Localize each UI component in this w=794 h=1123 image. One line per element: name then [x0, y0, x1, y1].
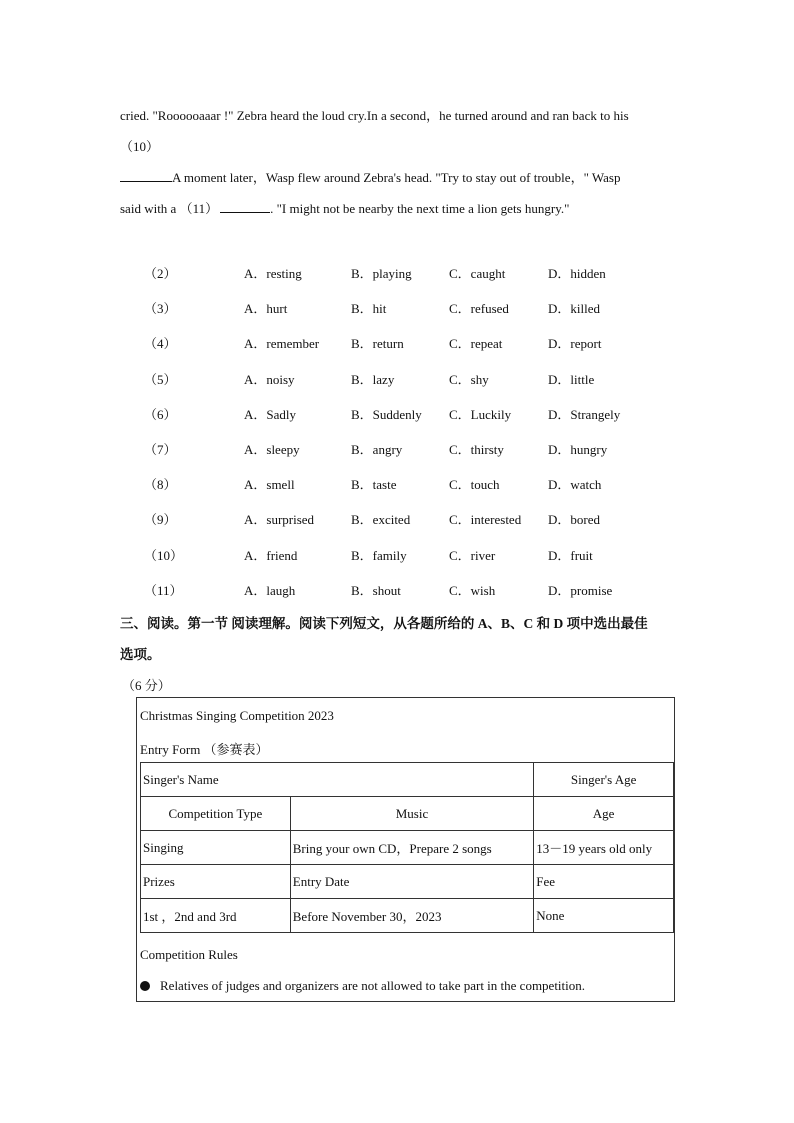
form-subtitle: Entry Form （参赛表）: [140, 742, 269, 757]
table-row: [141, 831, 674, 865]
option-a[interactable]: A．laugh: [244, 582, 296, 598]
option-a[interactable]: A．noisy: [244, 371, 295, 387]
table-row: [141, 763, 674, 797]
option-a[interactable]: A．hurt: [244, 301, 288, 317]
table-cell: Singing: [141, 831, 291, 865]
question-number: （9）: [144, 512, 177, 528]
option-c[interactable]: C．touch: [449, 477, 500, 493]
question-number: （6）: [144, 406, 177, 422]
passage-line-3-text: A moment later，Wasp flew around Zebra's head. "Try to stay out of trouble，" Wasp: [172, 170, 621, 185]
option-d[interactable]: D．hidden: [548, 266, 606, 281]
passage-line-4-suffix: . "I might not be nearby the next time a lion gets hungry.": [270, 201, 570, 216]
table-cell: Age: [534, 797, 674, 831]
option-c[interactable]: C．thirsty: [449, 442, 504, 457]
option-b[interactable]: B．angry: [351, 442, 403, 457]
passage-line-4: [120, 198, 569, 217]
option-b[interactable]: B．lazy: [351, 371, 395, 387]
option-d[interactable]: D．watch: [548, 477, 602, 493]
option-d[interactable]: D．killed: [548, 301, 600, 317]
table-row: [141, 899, 674, 933]
option-a[interactable]: A．sleepy: [244, 442, 300, 457]
option-a[interactable]: A．remember: [244, 336, 320, 352]
passage-line-4-prefix: said with a （11）: [120, 201, 219, 216]
option-a[interactable]: A．Sadly: [244, 406, 297, 422]
passage-line-1: cried. "Roooooaaar !" Zebra heard the loud cry.In a second，he turned around and ran back to his: [120, 108, 629, 123]
table-cell: Fee: [534, 865, 674, 899]
option-c[interactable]: C．wish: [449, 582, 496, 598]
section-heading: 三、阅读。第一节 阅读理解。阅读下列短文，从各题所给的 A、B、C 和 D 项中选出最佳: [120, 616, 648, 631]
table-cell: Entry Date: [290, 865, 533, 899]
option-a[interactable]: A．friend: [244, 547, 298, 563]
option-a[interactable]: A．smell: [244, 477, 295, 493]
table-row: [141, 797, 674, 831]
singer-age-cell[interactable]: Singer's Age: [534, 763, 674, 797]
rule-item: [140, 978, 585, 994]
option-b[interactable]: B．hit: [351, 301, 387, 317]
question-number: （8）: [144, 477, 177, 493]
option-c[interactable]: C．river: [449, 547, 496, 563]
section-points: （6 分）: [122, 678, 171, 693]
question-number: （2）: [144, 266, 177, 281]
passage-line-3: [120, 167, 620, 186]
option-c[interactable]: C．refused: [449, 301, 509, 317]
question-number: （7）: [144, 442, 177, 457]
option-d[interactable]: D．Strangely: [548, 406, 621, 422]
table-cell: None: [534, 899, 674, 933]
option-b[interactable]: B．return: [351, 336, 404, 352]
option-d[interactable]: D．hungry: [548, 442, 608, 457]
question-number: （3）: [144, 301, 177, 317]
option-b[interactable]: B．playing: [351, 266, 412, 281]
table-cell: Competition Type: [141, 797, 291, 831]
table-cell: Before November 30，2023: [290, 899, 533, 933]
option-b[interactable]: B．Suddenly: [351, 406, 422, 422]
option-b[interactable]: B．excited: [351, 512, 411, 528]
option-d[interactable]: D．fruit: [548, 547, 593, 563]
question-number: （10）: [144, 547, 184, 563]
form-title: Christmas Singing Competition 2023: [140, 708, 334, 723]
table-cell: 13－19 years old only: [534, 831, 674, 865]
entry-form-table: [140, 762, 674, 933]
blank-11[interactable]: [220, 200, 270, 213]
singer-name-cell[interactable]: Singer's Name: [141, 763, 534, 797]
option-c[interactable]: C．Luckily: [449, 406, 512, 422]
option-a[interactable]: A．resting: [244, 266, 302, 281]
option-b[interactable]: B．shout: [351, 582, 401, 598]
option-c[interactable]: C．caught: [449, 266, 506, 281]
table-cell: Bring your own CD，Prepare 2 songs: [290, 831, 533, 865]
rule-text: Relatives of judges and organizers are not allowed to take part in the competition.: [160, 978, 586, 993]
option-d[interactable]: D．bored: [548, 512, 600, 528]
option-b[interactable]: B．family: [351, 547, 407, 563]
table-cell: Prizes: [141, 865, 291, 899]
passage-line-2: （10）: [120, 139, 160, 154]
blank-10[interactable]: [120, 169, 172, 182]
question-number: （5）: [144, 371, 177, 387]
section-heading-cont: 选项。: [120, 647, 161, 662]
table-cell: Music: [290, 797, 533, 831]
option-c[interactable]: C．interested: [449, 512, 522, 528]
option-d[interactable]: D．report: [548, 336, 602, 352]
table-row: [141, 865, 674, 899]
option-a[interactable]: A．surprised: [244, 512, 315, 528]
question-number: （11）: [144, 582, 183, 598]
option-d[interactable]: D．little: [548, 371, 595, 387]
bullet-icon: [140, 981, 150, 991]
rules-title: Competition Rules: [140, 947, 238, 962]
option-d[interactable]: D．promise: [548, 582, 613, 598]
question-number: （4）: [144, 336, 177, 352]
table-cell: 1st ，2nd and 3rd: [141, 899, 291, 933]
option-c[interactable]: C．shy: [449, 371, 489, 387]
option-c[interactable]: C．repeat: [449, 336, 503, 352]
option-b[interactable]: B．taste: [351, 477, 397, 493]
